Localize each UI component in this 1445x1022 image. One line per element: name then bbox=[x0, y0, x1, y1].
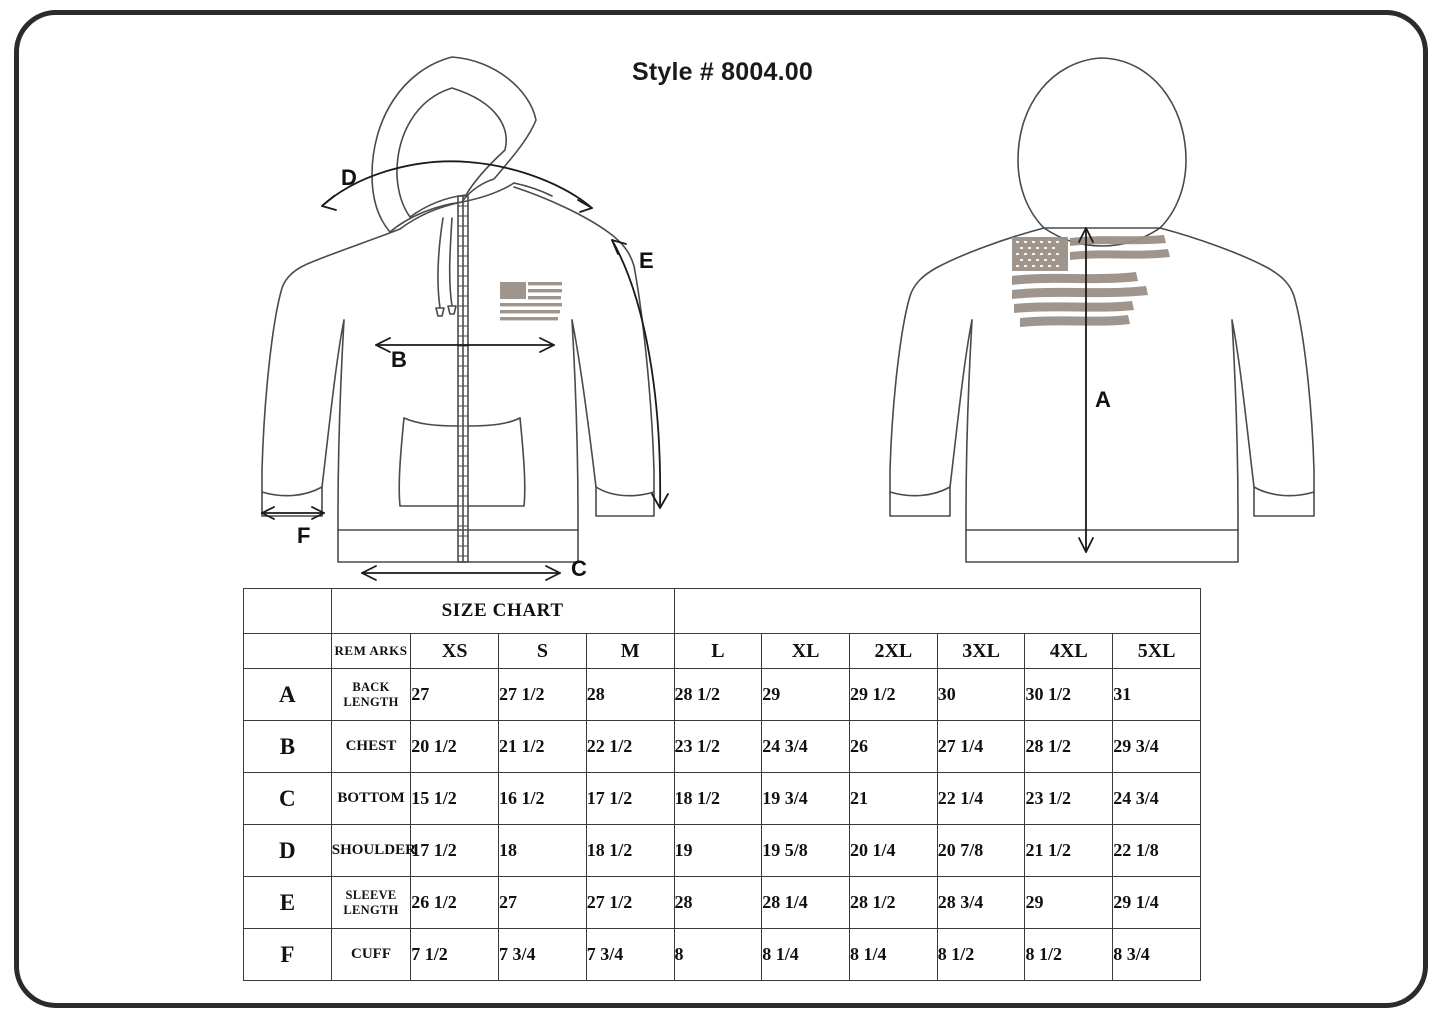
cell-a-m: 28 bbox=[586, 669, 674, 721]
cell-a-xl: 29 bbox=[762, 669, 850, 721]
header-size-s: S bbox=[499, 634, 587, 669]
cell-e-xs: 26 1/2 bbox=[411, 877, 499, 929]
row-letter-c: C bbox=[244, 773, 332, 825]
table-title-row bbox=[244, 589, 1201, 634]
cell-d-xl: 19 5/8 bbox=[762, 825, 850, 877]
table-row bbox=[244, 773, 1201, 825]
header-size-xs: XS bbox=[411, 634, 499, 669]
table-row bbox=[244, 929, 1201, 981]
cell-f-l: 8 bbox=[674, 929, 762, 981]
cell-c-3xl: 22 1/4 bbox=[937, 773, 1025, 825]
cell-c-m: 17 1/2 bbox=[586, 773, 674, 825]
row-remark-c: BOTTOM bbox=[331, 773, 411, 825]
cell-c-5xl: 24 3/4 bbox=[1113, 773, 1201, 825]
cell-b-m: 22 1/2 bbox=[586, 721, 674, 773]
row-letter-f: F bbox=[244, 929, 332, 981]
header-size-2xl: 2XL bbox=[849, 634, 937, 669]
cell-f-xs: 7 1/2 bbox=[411, 929, 499, 981]
cell-c-2xl: 21 bbox=[849, 773, 937, 825]
header-size-m: M bbox=[586, 634, 674, 669]
cell-f-2xl: 8 1/4 bbox=[849, 929, 937, 981]
cell-d-xs: 17 1/2 bbox=[411, 825, 499, 877]
table-row bbox=[244, 721, 1201, 773]
header-size-xl: XL bbox=[762, 634, 850, 669]
cell-e-4xl: 29 bbox=[1025, 877, 1113, 929]
label-C: C bbox=[571, 556, 587, 581]
cell-d-l: 19 bbox=[674, 825, 762, 877]
label-B: B bbox=[391, 347, 407, 372]
row-letter-e: E bbox=[244, 877, 332, 929]
cell-a-xs: 27 bbox=[411, 669, 499, 721]
cell-e-2xl: 28 1/2 bbox=[849, 877, 937, 929]
cell-d-4xl: 21 1/2 bbox=[1025, 825, 1113, 877]
cell-f-m: 7 3/4 bbox=[586, 929, 674, 981]
cell-f-3xl: 8 1/2 bbox=[937, 929, 1025, 981]
cell-f-xl: 8 1/4 bbox=[762, 929, 850, 981]
cell-c-xl: 19 3/4 bbox=[762, 773, 850, 825]
cell-d-s: 18 bbox=[499, 825, 587, 877]
cell-c-l: 18 1/2 bbox=[674, 773, 762, 825]
cell-d-3xl: 20 7/8 bbox=[937, 825, 1025, 877]
label-D: D bbox=[341, 165, 357, 190]
cell-a-3xl: 30 bbox=[937, 669, 1025, 721]
label-F: F bbox=[297, 523, 311, 548]
cell-e-3xl: 28 3/4 bbox=[937, 877, 1025, 929]
cell-e-xl: 28 1/4 bbox=[762, 877, 850, 929]
header-size-4xl: 4XL bbox=[1025, 634, 1113, 669]
header-row-blank-cell bbox=[244, 634, 332, 669]
cell-d-2xl: 20 1/4 bbox=[849, 825, 937, 877]
cell-a-4xl: 30 1/2 bbox=[1025, 669, 1113, 721]
label-E: E bbox=[639, 248, 654, 273]
cell-e-l: 28 bbox=[674, 877, 762, 929]
cell-b-xs: 20 1/2 bbox=[411, 721, 499, 773]
cell-f-s: 7 3/4 bbox=[499, 929, 587, 981]
cell-a-2xl: 29 1/2 bbox=[849, 669, 937, 721]
cell-d-5xl: 22 1/8 bbox=[1113, 825, 1201, 877]
label-A: A bbox=[1095, 387, 1111, 412]
cell-a-5xl: 31 bbox=[1113, 669, 1201, 721]
cell-b-s: 21 1/2 bbox=[499, 721, 587, 773]
row-remark-b: CHEST bbox=[331, 721, 411, 773]
table-row bbox=[244, 825, 1201, 877]
cell-a-l: 28 1/2 bbox=[674, 669, 762, 721]
cell-b-4xl: 28 1/2 bbox=[1025, 721, 1113, 773]
cell-f-4xl: 8 1/2 bbox=[1025, 929, 1113, 981]
row-remark-d: SHOULDER bbox=[331, 825, 411, 877]
row-letter-b: B bbox=[244, 721, 332, 773]
cell-a-s: 27 1/2 bbox=[499, 669, 587, 721]
cell-d-m: 18 1/2 bbox=[586, 825, 674, 877]
cell-c-s: 16 1/2 bbox=[499, 773, 587, 825]
row-remark-a: BACK LENGTH bbox=[331, 669, 411, 721]
table-row bbox=[244, 877, 1201, 929]
row-letter-d: D bbox=[244, 825, 332, 877]
cell-b-l: 23 1/2 bbox=[674, 721, 762, 773]
cell-b-xl: 24 3/4 bbox=[762, 721, 850, 773]
page-title: Style # 8004.00 bbox=[632, 58, 813, 86]
table-header-row bbox=[244, 634, 1201, 669]
header-size-3xl: 3XL bbox=[937, 634, 1025, 669]
cell-b-2xl: 26 bbox=[849, 721, 937, 773]
title-row-blank-cell bbox=[244, 589, 332, 634]
row-remark-e: SLEEVE LENGTH bbox=[331, 877, 411, 929]
size-chart-title: SIZE CHART bbox=[331, 589, 674, 634]
cell-f-5xl: 8 3/4 bbox=[1113, 929, 1201, 981]
cell-b-3xl: 27 1/4 bbox=[937, 721, 1025, 773]
header-size-l: L bbox=[674, 634, 762, 669]
cell-e-m: 27 1/2 bbox=[586, 877, 674, 929]
cell-c-4xl: 23 1/2 bbox=[1025, 773, 1113, 825]
cell-b-5xl: 29 3/4 bbox=[1113, 721, 1201, 773]
row-letter-a: A bbox=[244, 669, 332, 721]
header-remarks: REM ARKS bbox=[331, 634, 411, 669]
size-chart-table bbox=[243, 588, 1201, 981]
table-row bbox=[244, 669, 1201, 721]
cell-e-5xl: 29 1/4 bbox=[1113, 877, 1201, 929]
row-remark-f: CUFF bbox=[331, 929, 411, 981]
header-size-5xl: 5XL bbox=[1113, 634, 1201, 669]
cell-c-xs: 15 1/2 bbox=[411, 773, 499, 825]
title-row-empty-cell bbox=[674, 589, 1200, 634]
cell-e-s: 27 bbox=[499, 877, 587, 929]
